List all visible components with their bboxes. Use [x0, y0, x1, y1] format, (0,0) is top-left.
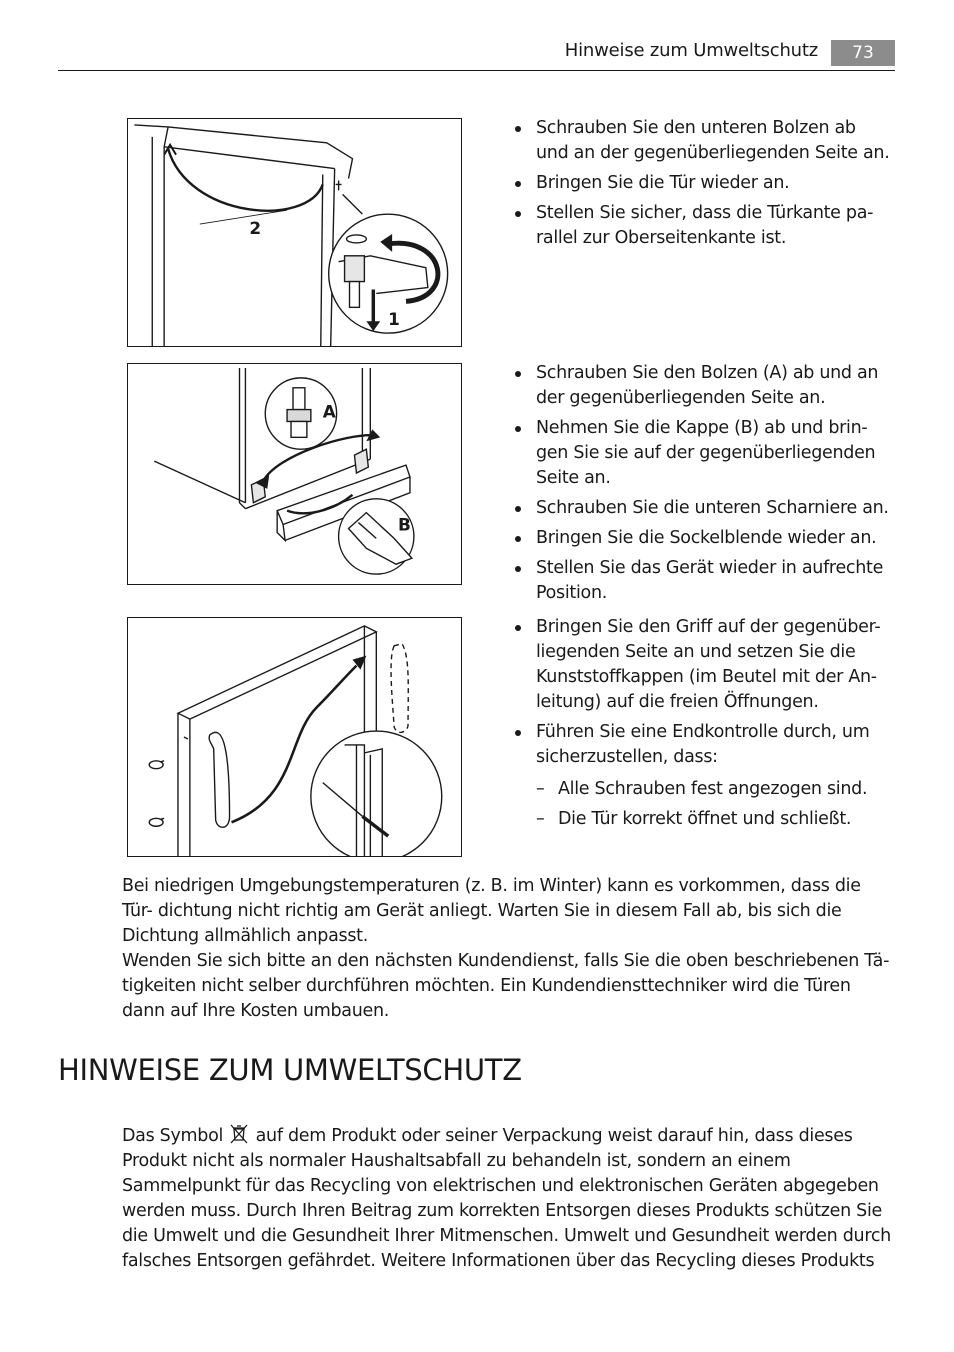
- list-item: Führen Sie eine Endkontrolle durch, um sicherzustellen, dass:: [512, 720, 892, 770]
- crossed-out-wheelie-bin-icon: [230, 1124, 248, 1144]
- figure-bolt-cap: [127, 363, 462, 585]
- list-item: Schrauben Sie den Bolzen (A) ab und an der gegenüberliegenden Seite an.: [512, 361, 892, 411]
- environment-paragraph: [122, 1124, 892, 1274]
- bolt-cap-illustration: [128, 364, 461, 584]
- list-item: Nehmen Sie die Kappe (B) ab und brin- gen Sie sie auf der gegenüberliegenden Seite an.: [512, 416, 892, 491]
- note-customer-service: Wenden Sie sich bitte an den nächsten Kundendienst, falls Sie die oben beschriebenen Tä- tigkeiten nicht selber durchführen möchten. Ein Kundendiensttechniker wird die Türen dann auf Ihre Kosten umbauen.: [122, 951, 890, 1021]
- door-pin-illustration: [128, 119, 461, 346]
- environment-text-start: Das Symbol: [122, 1126, 224, 1146]
- running-header-title: Hinweise zum Umweltschutz: [564, 40, 818, 61]
- list-item: Schrauben Sie den unteren Bolzen ab und an der gegenüberliegenden Seite an.: [512, 116, 892, 166]
- page-number: 73: [831, 40, 895, 66]
- list-item: Stellen Sie das Gerät wieder in aufrechte Position.: [512, 556, 892, 606]
- list-item: – Die Tür korrekt öffnet und schließt.: [536, 807, 896, 832]
- section-heading: HINWEISE ZUM UMWELTSCHUTZ: [58, 1053, 522, 1087]
- steps-list-bolt-cap: [512, 361, 892, 611]
- figure-label-1: 1: [388, 309, 400, 330]
- figure-label-2: 2: [249, 217, 262, 238]
- steps-list-handle: [512, 615, 892, 775]
- steps-list-pin: [512, 116, 892, 256]
- list-item: Schrauben Sie die unteren Scharniere an.: [512, 496, 892, 521]
- figure-label-a: A: [322, 401, 336, 422]
- list-item: Stellen Sie sicher, dass die Türkante pa- rallel zur Oberseitenkante ist.: [512, 201, 892, 251]
- figure-door-pin: [127, 118, 462, 347]
- header-rule: [58, 70, 895, 71]
- list-item: Bringen Sie die Sockelblende wieder an.: [512, 526, 892, 551]
- final-check-list: [536, 777, 896, 837]
- handle-illustration: [128, 618, 461, 856]
- list-item: – Alle Schrauben fest angezogen sind.: [536, 777, 896, 802]
- list-item: Bringen Sie die Tür wieder an.: [512, 171, 892, 196]
- figure-handle: [127, 617, 462, 857]
- figure-label-b: B: [398, 514, 411, 535]
- environment-text-rest: auf dem Produkt oder seiner Verpackung weist darauf hin, dass dieses Produkt nicht als normaler Haushaltsabfall zu behandeln ist, sondern an einem Sammelpunkt für das Recycling von elektrischen und elektronischen Geräten abgegeben werden muss. Durch Ihren Beitrag zum korrekten Entsorgen dieses Produkts schützen Sie die Umwelt und die Gesundheit Ihrer Mitmenschen. Umwelt und Gesundheit werden durch falsches Entsorgen gefährdet. Weitere Informationen über das Recycling dieses Produkts: [122, 1126, 891, 1271]
- list-item: Bringen Sie den Griff auf der gegenüber- liegenden Seite an und setzen Sie die Kunststoffkappen (im Beutel mit der An- leitung) auf die freien Öffnungen.: [512, 615, 892, 715]
- note-low-temperature: Bei niedrigen Umgebungstemperaturen (z. B. im Winter) kann es vorkommen, dass die Tür- dichtung nicht richtig am Gerät anliegt. Warten Sie in diesem Fall ab, bis sich die Dichtung allmählich anpasst.: [122, 876, 861, 946]
